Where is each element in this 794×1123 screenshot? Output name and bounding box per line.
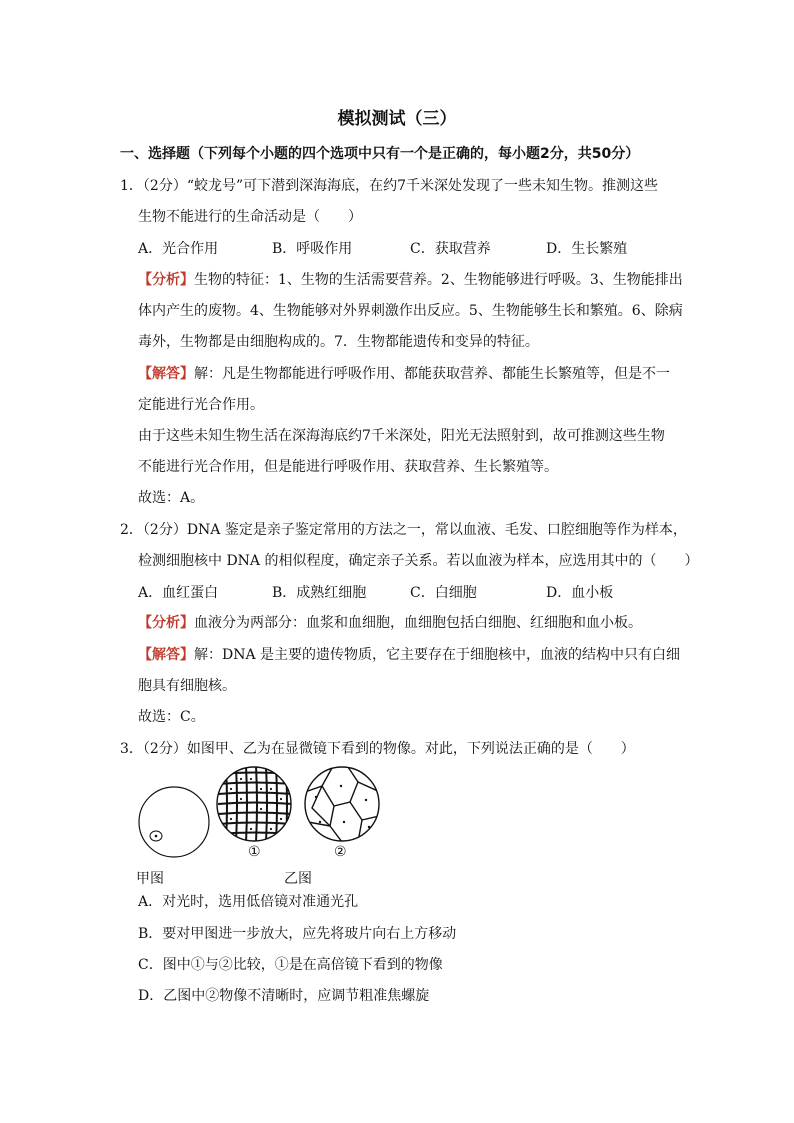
jia-cell-nucleus <box>155 835 158 838</box>
q3-option-c: C．图中①与②比较，①是在高倍镜下看到的物像 <box>138 957 443 973</box>
figure-label-yi: 乙图 <box>284 871 312 887</box>
q1-analysis-line-2: 体内产生的废物。4、生物能够对外界刺激作出反应。5、生物能够生长和繁殖。6、除病 <box>138 303 683 319</box>
q1-stem-line-2: 生物不能进行的生命活动是（ ） <box>138 209 362 225</box>
q3-stem-line-1: 3．（2分）如图甲、乙为在显微镜下看到的物像。对此，下列说法正确的是（ ） <box>120 741 635 757</box>
jia-field-of-view <box>139 787 209 857</box>
answer-tag: 【解答】 <box>138 647 194 663</box>
answer-tag: 【解答】 <box>138 366 194 382</box>
microscope-figure <box>136 764 396 889</box>
q1-analysis-line-3: 毒外，生物都是由细胞构成的。7．生物都能遗传和变异的特征。 <box>138 334 539 350</box>
q1-analysis-text-1: 生物的特征：1、生物的生活需要营养。2、生物能够进行呼吸。3、生物能排出 <box>194 272 683 288</box>
q2-stem-line-1: 2．（2分）DNA 鉴定是亲子鉴定常用的方法之一，常以血液、毛发、口腔细胞等作为样本， <box>120 522 687 538</box>
q1-option-a: A．光合作用 <box>138 241 219 257</box>
analysis-tag: 【分析】 <box>138 615 194 631</box>
q2-option-b: B．成熟红细胞 <box>272 585 367 601</box>
q1-answer-text-1: 解：凡是生物都能进行呼吸作用、都能获取营养、都能生长繁殖等，但是不一 <box>194 366 670 382</box>
q2-option-c: C．白细胞 <box>410 585 477 601</box>
q2-stem-line-2: 检测细胞核中 DNA 的相似程度，确定亲子关系。若以血液为样本，应选用其中的（ ） <box>138 553 699 569</box>
q1-analysis-line-1 <box>138 270 683 290</box>
q2-analysis-text-1: 血液分为两部分：血浆和血细胞，血细胞包括白细胞、红细胞和血小板。 <box>194 615 642 631</box>
q3-option-b: B．要对甲图进一步放大，应先将玻片向右上方移动 <box>138 926 457 942</box>
q1-answer-line-4: 不能进行光合作用，但是能进行呼吸作用、获取营养、生长繁殖等。 <box>138 459 558 475</box>
q1-stem-line-1: 1．（2分）“蛟龙号”可下潜到深海海底，在约7千米深处发现了一些未知生物。推测这些 <box>120 178 659 194</box>
section-heading: 一、选择题（下列每个小题的四个选项中只有一个是正确的，每小题2分，共50分） <box>120 146 640 162</box>
q1-option-b: B．呼吸作用 <box>272 241 353 257</box>
figure-label-jia: 甲图 <box>136 871 164 887</box>
q1-answer-line-1 <box>138 364 670 384</box>
q1-answer-line-3: 由于这些未知生物生活在深海海底约7千米深处，阳光无法照射到，故可推测这些生物 <box>138 428 665 444</box>
q2-option-d: D．血小板 <box>546 585 614 601</box>
figure-mark-2: ② <box>334 844 347 860</box>
microscope-diagram <box>136 764 396 889</box>
figure-mark-1: ① <box>248 844 261 860</box>
q2-analysis-line-1 <box>138 613 642 633</box>
q1-option-c: C．获取营养 <box>410 241 491 257</box>
page-title: 模拟测试（三） <box>337 109 457 129</box>
q2-answer-line-2: 胞具有细胞核。 <box>138 678 236 694</box>
q1-answer-line-2: 定能进行光合作用。 <box>138 397 264 413</box>
q3-option-d: D．乙图中②物像不清晰时，应调节粗准焦螺旋 <box>138 988 430 1004</box>
q2-choice: 故选：C。 <box>138 709 205 725</box>
q1-choice: 故选：A。 <box>138 490 205 506</box>
q3-option-a: A．对光时，选用低倍镜对准通光孔 <box>138 894 359 910</box>
q2-answer-text-1: 解：DNA 是主要的遗传物质，它主要存在于细胞核中，血液的结构中只有白细 <box>194 647 681 663</box>
q2-answer-line-1 <box>138 645 680 665</box>
q2-option-a: A．血红蛋白 <box>138 585 219 601</box>
q1-option-d: D．生长繁殖 <box>546 241 628 257</box>
analysis-tag: 【分析】 <box>138 272 194 288</box>
